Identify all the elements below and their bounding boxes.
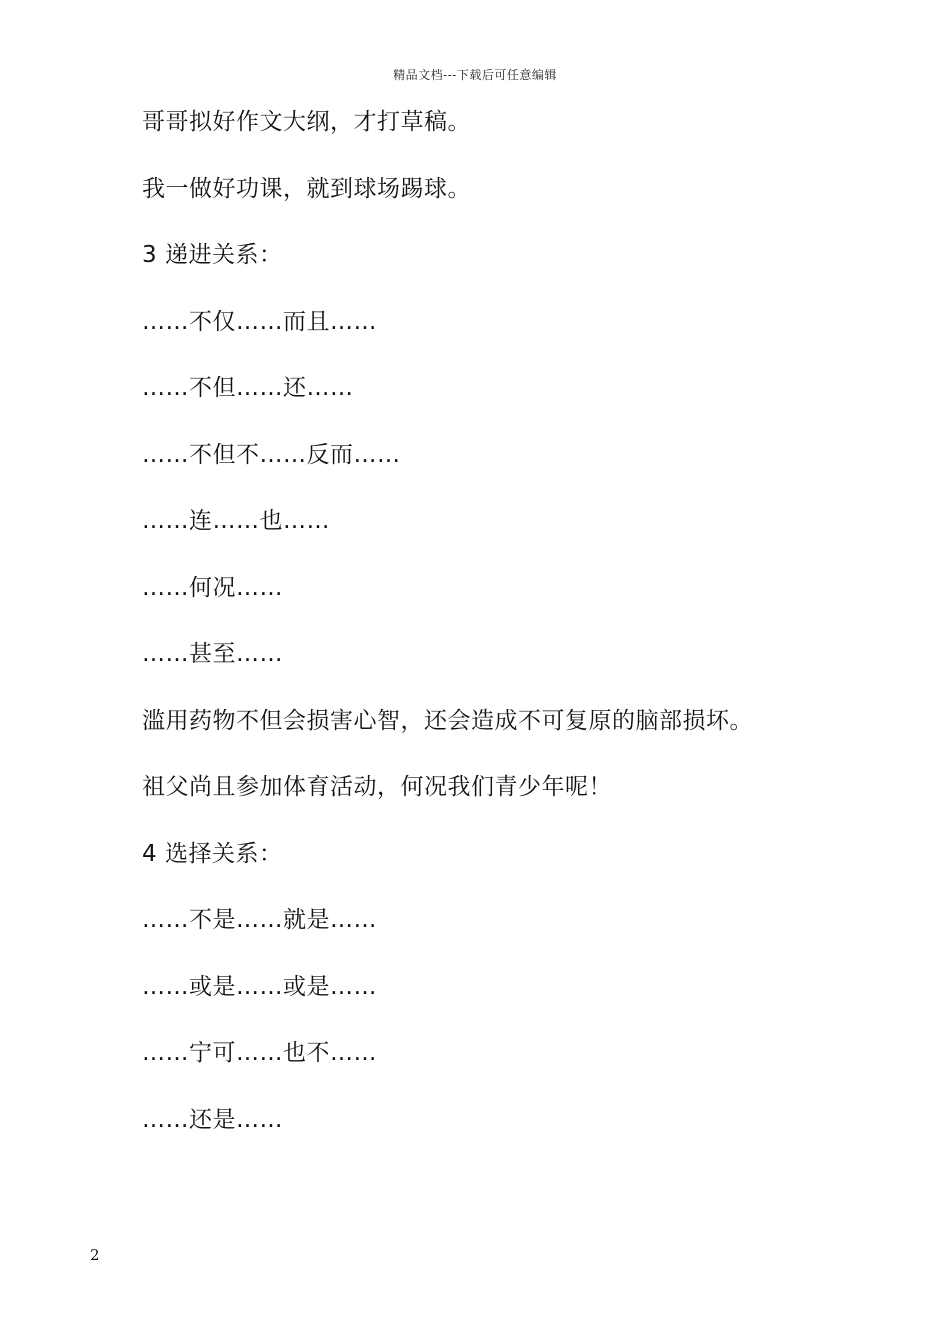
conjunction-pattern: ……不仅……而且…… (142, 308, 377, 335)
conjunction-pattern: ……宁可……也不…… (142, 1040, 377, 1066)
section-heading-progressive: 3 递进关系： (142, 242, 283, 268)
conjunction-pattern: ……还是…… (142, 1106, 283, 1133)
sentence-example: 滥用药物不但会损害心智，还会造成不可复原的脑部损坏。 (142, 707, 753, 734)
conjunction-pattern: ……不但……还…… (142, 375, 354, 401)
section-heading-choice: 4 选择关系： (142, 840, 283, 867)
conjunction-pattern: ……不是……就是…… (142, 907, 377, 933)
page-header: 精品文档---下载后可任意编辑 (393, 68, 557, 82)
sentence-example: 我一做好功课，就到球场踢球。 (142, 175, 471, 202)
conjunction-pattern: ……或是……或是…… (142, 973, 377, 1000)
conjunction-pattern: ……甚至…… (142, 641, 283, 667)
conjunction-pattern: ……不但不……反而…… (142, 441, 401, 468)
sentence-example: 哥哥拟好作文大纲，才打草稿。 (142, 109, 471, 135)
page-number: 2 (90, 1246, 100, 1264)
sentence-example: 祖父尚且参加体育活动，何况我们青少年呢！ (142, 774, 612, 800)
document-body (142, 104, 862, 1168)
conjunction-pattern: ……连……也…… (142, 508, 330, 534)
conjunction-pattern: ……何况…… (142, 574, 283, 601)
